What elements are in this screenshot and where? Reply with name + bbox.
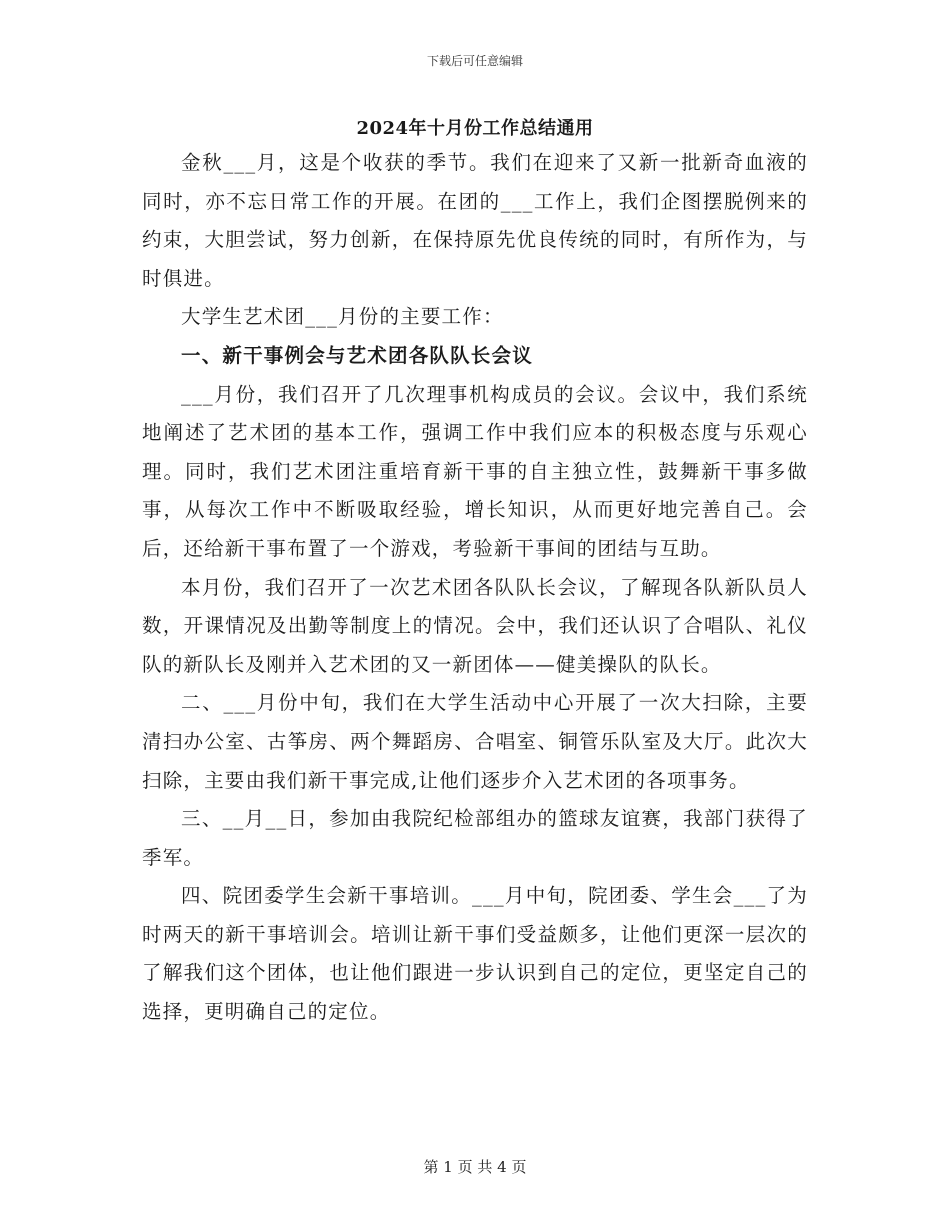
section-heading-1: 一、新干事例会与艺术团各队队长会议: [181, 343, 533, 367]
intro-paragraph: 金秋___月，这是个收获的季节。我们在迎来了又新一批新奇血液的同时，亦不忘日常工作的开展。在团的___工作上，我们企图摆脱例来的约束，大胆尝试，努力创新，在保持原先优良传统的同时，有所作为，与时俱进。: [142, 151, 808, 290]
section1-paragraph-2: 本月份，我们召开了一次艺术团各队队长会议，了解现各队新队员人数，开课情况及出勤等制度上的情况。会中，我们还认识了合唱队、礼仪队的新队长及刚并入艺术团的又一新团体——健美操队的队长。: [142, 575, 808, 676]
work-list-intro: 大学生艺术团___月份的主要工作：: [181, 305, 504, 329]
section1-paragraph-1: ___月份，我们召开了几次理事机构成员的会议。会议中，我们系统地阐述了艺术团的基本工作，强调工作中我们应本的积极态度与乐观心理。同时，我们艺术团注重培育新干事的自主独立性，鼓舞新干事多做事，从每次工作中不断吸取经验，增长知识，从而更好地完善自己。会后，还给新干事布置了一个游戏，考验新干事间的团结与互助。: [142, 382, 808, 560]
page-header-note: 下载后可任意编辑: [426, 54, 523, 68]
document-title: 2024年十月份工作总结通用: [356, 118, 594, 139]
page-number: 第 1 页 共 4 页: [423, 1158, 527, 1176]
item-paragraph-2: 二、___月份中旬，我们在大学生活动中心开展了一次大扫除，主要清扫办公室、古筝房、两个舞蹈房、合唱室、铜管乐队室及大厅。此次大扫除，主要由我们新干事完成,让他们逐步介入艺术团的各项事务。: [142, 691, 808, 792]
item-paragraph-3: 三、__月__日，参加由我院纪检部组办的篮球友谊赛，我部门获得了季军。: [142, 807, 808, 869]
item-paragraph-4: 四、院团委学生会新干事培训。___月中旬，院团委、学生会___了为时两天的新干事培训会。培训让新干事们受益颇多，让他们更深一层次的了解我们这个团体，也让他们跟进一步认识到自己的定位，更坚定自己的选择，更明确自己的定位。: [142, 884, 808, 1024]
document-body: [142, 144, 808, 1032]
